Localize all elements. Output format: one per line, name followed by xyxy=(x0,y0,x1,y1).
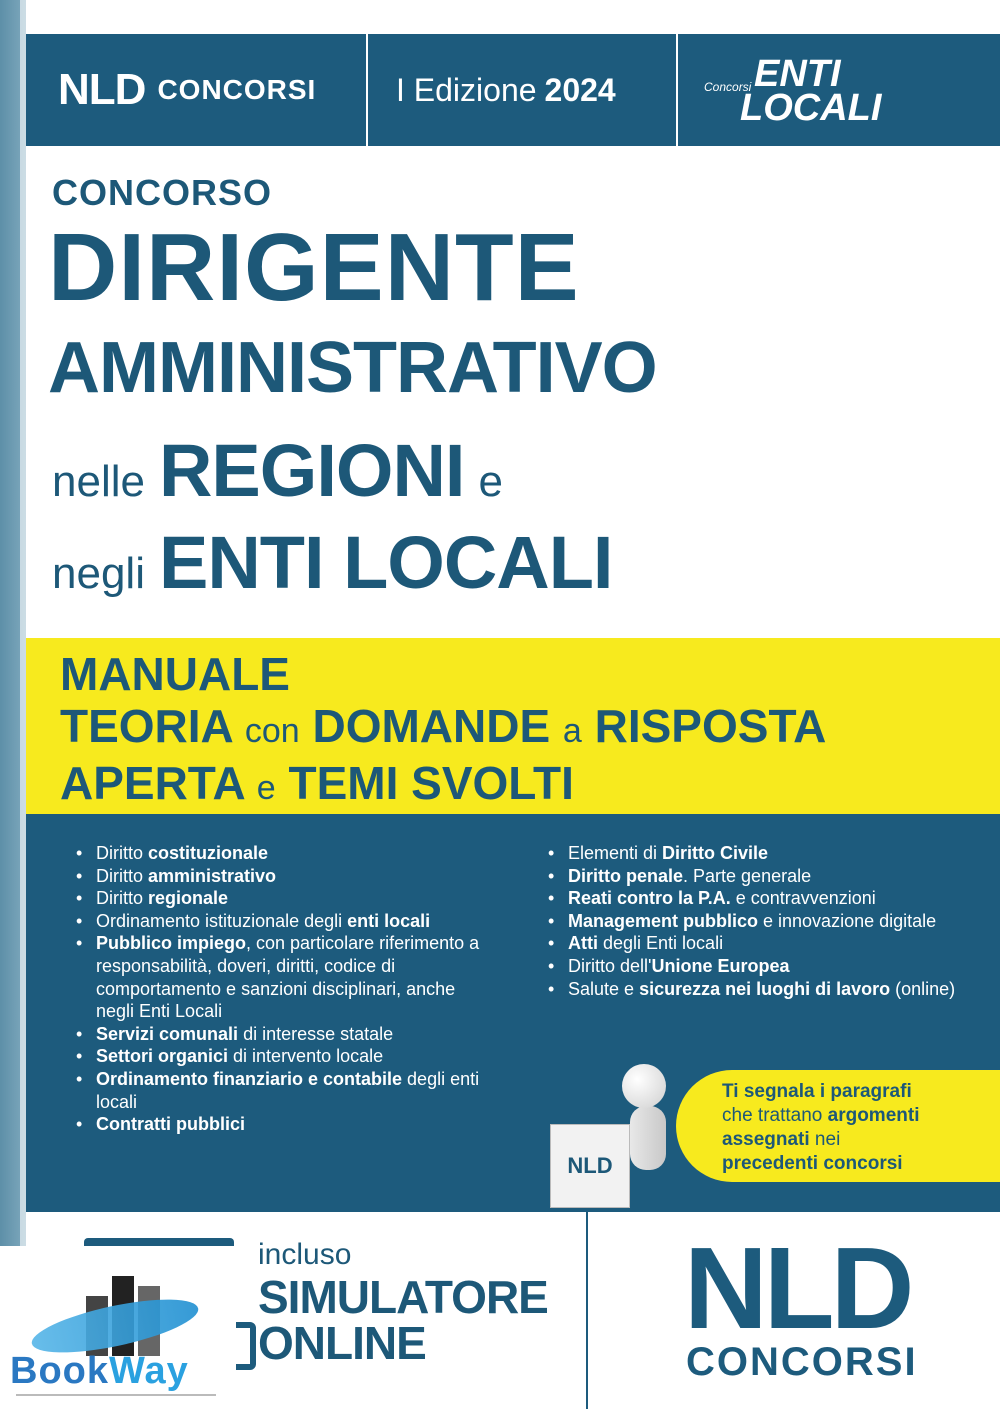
topic-post: (online) xyxy=(890,978,956,999)
publisher-logo xyxy=(26,34,368,146)
topic-pre: Diritto xyxy=(96,865,149,886)
mascot-body xyxy=(630,1106,666,1170)
topic-item xyxy=(74,1045,494,1068)
banner-risposta: RISPOSTA xyxy=(594,700,827,752)
callout-line3a: assegnati xyxy=(722,1129,810,1150)
simulator-line1: SIMULATORE xyxy=(258,1271,548,1323)
bottom-divider xyxy=(586,1212,588,1409)
banner-manuale: MANUALE xyxy=(60,648,290,700)
mascot-head xyxy=(622,1064,666,1108)
topic-bold: enti locali xyxy=(347,910,431,931)
title-overline: CONCORSO xyxy=(52,172,273,213)
title-line3 xyxy=(52,428,503,518)
topic-post: degli enti locali xyxy=(96,1068,480,1112)
topic-bold: Pubblico impiego xyxy=(96,933,247,954)
banner-a: a xyxy=(562,712,582,750)
topic-item xyxy=(74,910,494,933)
topic-item xyxy=(74,1113,494,1136)
topic-item xyxy=(546,910,976,933)
topic-bold: Diritto Civile xyxy=(662,843,769,863)
topic-post: e innovazione digitale xyxy=(758,910,937,931)
banner-teoria: TEORIA xyxy=(60,700,233,752)
callout-line2a: che trattano xyxy=(722,1105,828,1126)
topic-item xyxy=(74,1023,494,1046)
callout-line1: Ti segnala i paragrafi xyxy=(722,1081,912,1102)
callout-line2b: argomenti xyxy=(827,1105,920,1126)
banner-row3 xyxy=(60,757,1000,814)
topic-bold: Ordinamento finanziario e contabile xyxy=(96,1068,403,1089)
callout-line4: precedenti concorsi xyxy=(722,1153,903,1174)
bookway-text-a: Book xyxy=(10,1350,109,1392)
topic-bold: sicurezza nei luoghi di lavoro xyxy=(639,978,891,999)
banner-aperta: APERTA xyxy=(60,757,244,809)
banner-row1 xyxy=(60,648,1000,700)
topic-bold: regionale xyxy=(148,888,229,909)
topic-bold: costituzionale xyxy=(148,843,269,863)
topics-panel xyxy=(26,814,1000,1212)
topic-post: . Parte generale xyxy=(683,865,812,886)
title-line2: AMMINISTRATIVO xyxy=(48,328,657,408)
topic-bold: Settori organici xyxy=(96,1046,229,1067)
series-small-label: Concorsi xyxy=(704,80,752,94)
topic-pre: Ordinamento istituzionale degli xyxy=(96,910,348,931)
mascot-figure xyxy=(550,1054,710,1204)
topic-item xyxy=(546,865,976,888)
banner-row2 xyxy=(60,700,1000,757)
topics-left-list xyxy=(74,842,494,1136)
bookway-watermark xyxy=(0,1246,236,1409)
banner-con: con xyxy=(244,712,300,750)
bookway-text xyxy=(10,1350,189,1393)
topic-pre: Salute e xyxy=(568,978,640,999)
topic-post: di intervento locale xyxy=(228,1046,384,1067)
mascot-box: NLD xyxy=(550,1124,630,1208)
book-spine xyxy=(0,0,26,1409)
publisher-logo-label: CONCORSI xyxy=(157,74,317,105)
callout-badge xyxy=(676,1070,1000,1182)
title-line3-pre: nelle xyxy=(52,457,145,506)
callout-line3b: nei xyxy=(809,1129,841,1150)
topic-item xyxy=(546,842,976,865)
topic-bold: Servizi comunali xyxy=(96,1023,239,1044)
banner-temi-svolti: TEMI SVOLTI xyxy=(288,757,574,809)
topic-bold: Diritto penale xyxy=(568,865,684,886)
topic-item xyxy=(546,932,976,955)
edition-info xyxy=(368,34,678,146)
simulator-line2: ONLINE xyxy=(258,1317,426,1369)
title-line3-main: REGIONI xyxy=(158,429,465,512)
topic-post: di interesse statale xyxy=(238,1023,394,1044)
simulator-incluso: incluso xyxy=(258,1238,352,1271)
topic-pre: Diritto xyxy=(96,888,149,909)
series-line1: ENTI xyxy=(754,53,841,95)
topic-item xyxy=(74,1068,494,1113)
bookway-text-b: Way xyxy=(109,1350,189,1392)
banner-domande: DOMANDE xyxy=(312,700,551,752)
edition-year: 2024 xyxy=(544,71,616,108)
topic-bold: Management pubblico xyxy=(568,910,759,931)
bookway-underline xyxy=(16,1394,216,1396)
topic-item xyxy=(546,887,976,910)
title-line4-main: ENTI LOCALI xyxy=(158,521,613,604)
topic-post: , con particolare riferimento a responsabilità, doveri, diritti, codice di comportamento e sanzioni disciplinari, anche negli Enti Locali xyxy=(96,933,480,1022)
series-logo-mark xyxy=(704,50,904,130)
topic-bold: amministrativo xyxy=(148,865,277,886)
topic-pre: Diritto xyxy=(96,843,149,863)
callout-line3 xyxy=(722,1128,1000,1152)
topic-post: degli Enti locali xyxy=(598,933,724,954)
topic-bold: Contratti pubblici xyxy=(96,1114,245,1135)
topic-item xyxy=(74,932,494,1022)
title-line4-pre: negli xyxy=(52,549,145,598)
title-line1: DIRIGENTE xyxy=(48,214,580,321)
footer-logo-label: CONCORSI xyxy=(686,1340,918,1384)
topic-post: e contravvenzioni xyxy=(730,888,876,909)
series-logo xyxy=(678,34,1000,146)
topic-item xyxy=(546,978,976,1001)
topic-bold: Reati contro la P.A. xyxy=(568,888,731,909)
banner-e: e xyxy=(256,769,276,807)
topics-right-list xyxy=(546,842,976,1000)
title-line3-post: e xyxy=(478,457,503,506)
footer-logo-mark: NLD xyxy=(684,1223,911,1353)
series-line2: LOCALI xyxy=(740,87,882,129)
topic-item xyxy=(546,955,976,978)
topic-item xyxy=(74,865,494,888)
topic-bold: Atti xyxy=(568,933,598,954)
title-line4 xyxy=(52,520,627,610)
topic-item xyxy=(74,842,494,865)
publisher-logo-mark: NLD xyxy=(58,65,146,114)
topic-item xyxy=(74,887,494,910)
edition-label: I Edizione xyxy=(396,71,537,108)
topic-pre: Diritto dell' xyxy=(568,955,652,976)
topic-pre: Elementi di xyxy=(568,843,663,863)
subtitle-banner xyxy=(26,638,1000,814)
callout-line2 xyxy=(722,1104,1000,1128)
header-bar xyxy=(26,34,1000,146)
topic-bold: Unione Europea xyxy=(651,955,790,976)
